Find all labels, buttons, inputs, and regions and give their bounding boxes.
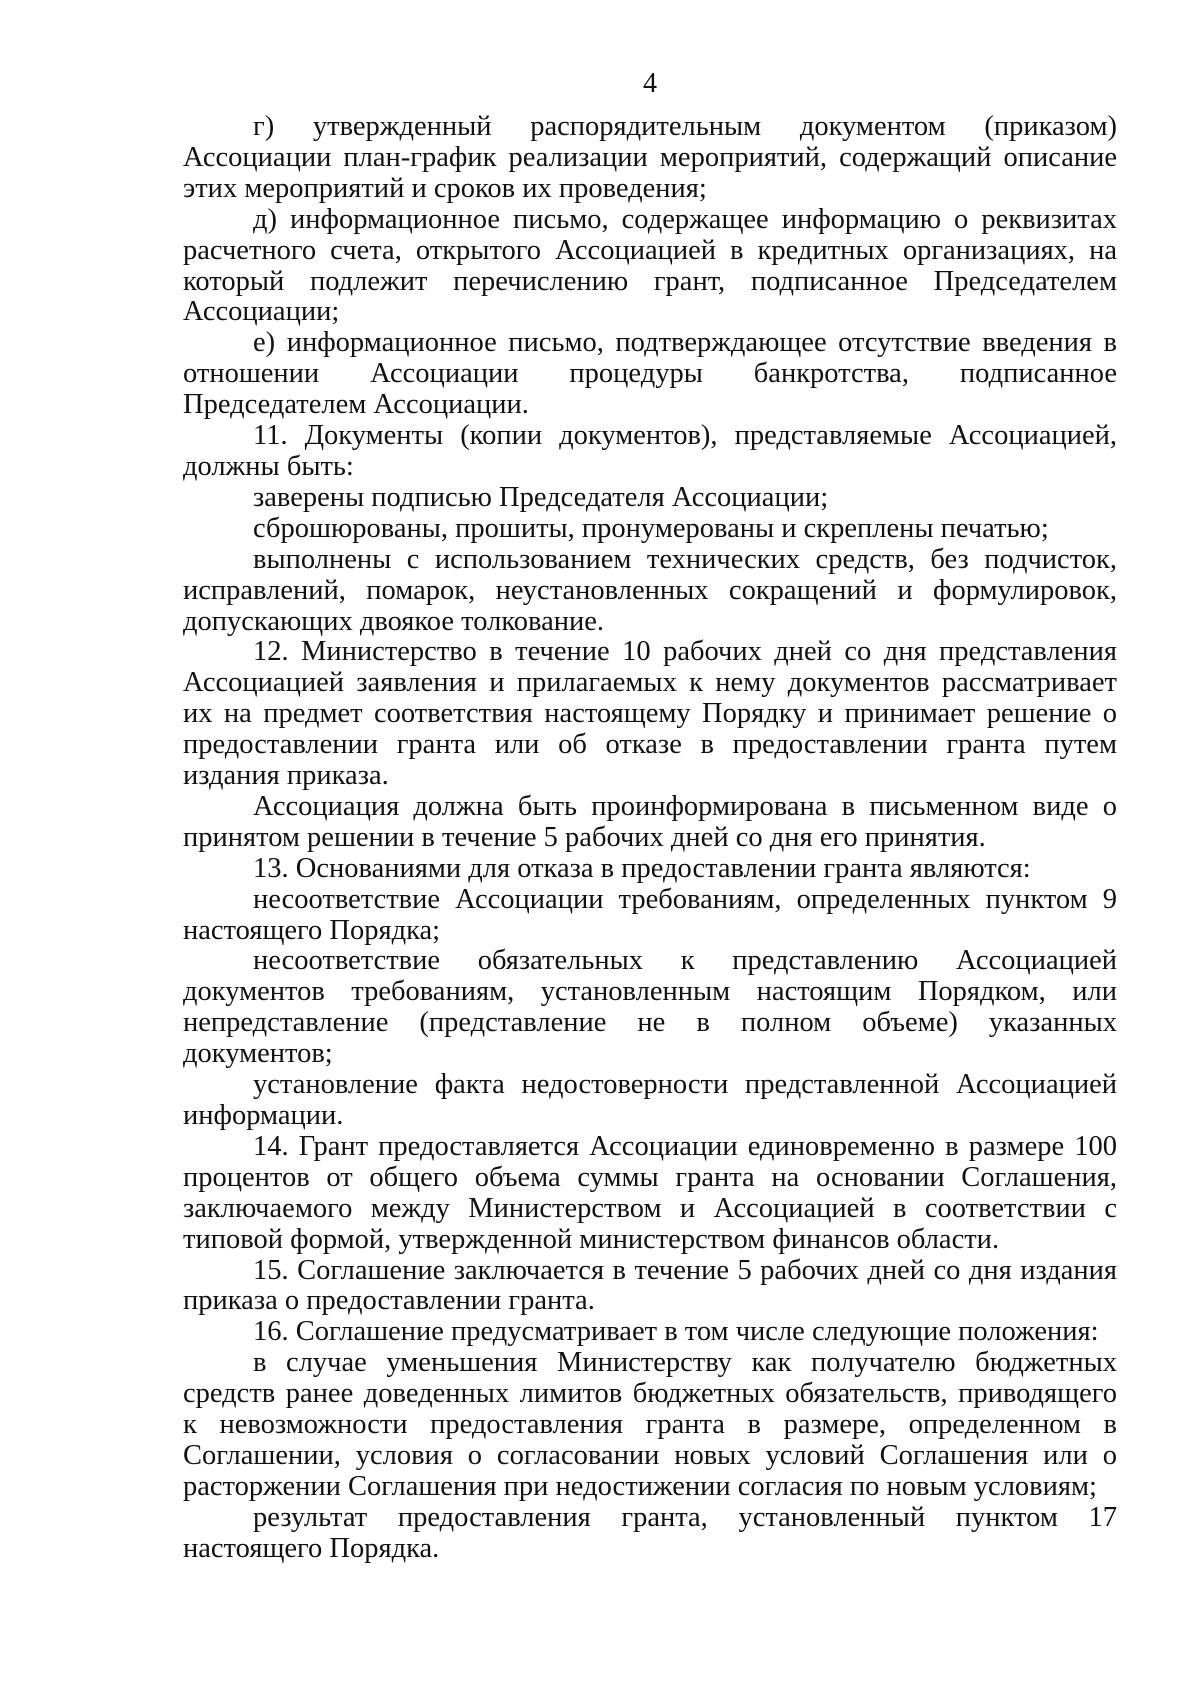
paragraph: е) информационное письмо, подтверждающее отсутствие введения в отношении Ассоциации процедуры банкротства, подписанное Председателем Ассоциации. — [183, 327, 1117, 421]
paragraph: установление факта недостоверности представленной Ассоциацией информации. — [183, 1069, 1117, 1131]
paragraph: выполнены с использованием технических средств, без подчисток, исправлений, помарок, неустановленных сокращений и формулировок, допускающих двоякое толкование. — [183, 543, 1117, 637]
paragraph: 11. Документы (копии документов), представляемые Ассоциацией, должны быть: — [183, 420, 1117, 482]
paragraph: Ассоциация должна быть проинформирована в письменном виде о принятом решении в течение 5 рабочих дней со дня его принятия. — [183, 790, 1117, 853]
paragraph: сброшюрованы, прошиты, пронумерованы и скреплены печатью; — [253, 512, 1049, 544]
paragraph: д) информационное письмо, содержащее информацию о реквизитах расчетного счета, открытого Ассоциацией в кредитных организациях, на который подлежит перечислению грант, подписанное Председателем Ассоциации; — [183, 203, 1117, 328]
document-body — [183, 112, 1117, 1565]
paragraph: г) утвержденный распорядительным документом (приказом) Ассоциации план-график реализации мероприятий, содержащий описание этих мероприятий и сроков их проведения; — [183, 111, 1117, 204]
paragraph: 15. Соглашение заключается в течение 5 рабочих дней со дня издания приказа о предоставлении гранта. — [183, 1254, 1117, 1317]
paragraph: заверены подписью Председателя Ассоциации; — [253, 481, 829, 513]
paragraph: 13. Основаниями для отказа в предоставлении гранта являются: — [253, 852, 1031, 884]
page-number: 4 — [643, 68, 657, 99]
paragraph: 16. Соглашение предусматривает в том числе следующие положения: — [253, 1316, 1099, 1348]
paragraph: несоответствие обязательных к представлению Ассоциацией документов требованиям, установленным настоящим Порядком, или непредставление (представление не в полном объеме) указанных документов; — [183, 945, 1117, 1070]
paragraph: в случае уменьшения Министерству как получателю бюджетных средств ранее доведенных лимитов бюджетных обязательств, приводящего к невозможности предоставления гранта в размере, определенном в Соглашении, условия о согласовании новых условий Соглашения или о расторжении Соглашения при недостижении согласия по новым условиям; — [183, 1347, 1117, 1502]
paragraph: результат предоставления гранта, установленный пунктом 17 настоящего Порядка. — [183, 1501, 1117, 1564]
paragraph: 12. Министерство в течение 10 рабочих дней со дня представления Ассоциацией заявления и прилагаемых к нему документов рассматривает их на предмет соответствия настоящему Порядку и принимает решение о предоставлении гранта или об отказе в предоставлении гранта путем издания приказа. — [183, 636, 1117, 792]
paragraph: 14. Грант предоставляется Ассоциации единовременно в размере 100 процентов от общего объема суммы гранта на основании Соглашения, заключаемого между Министерством и Ассоциацией в соответствии с типовой формой, утвержденной министерством финансов области. — [183, 1130, 1117, 1255]
paragraph: несоответствие Ассоциации требованиям, определенных пунктом 9 настоящего Порядка; — [183, 883, 1117, 946]
